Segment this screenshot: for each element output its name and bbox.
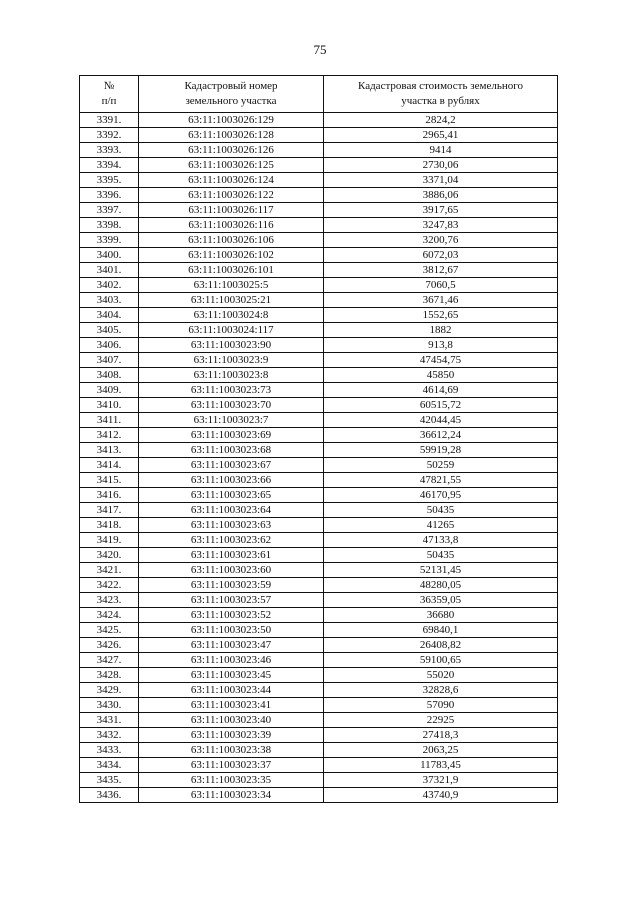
table-row bbox=[80, 383, 558, 398]
cell-row-number: 3392. bbox=[80, 128, 139, 143]
cell-row-number: 3415. bbox=[80, 473, 139, 488]
cell-cadastral-value: 2824,2 bbox=[324, 113, 558, 128]
cell-cadastral-value: 36680 bbox=[324, 608, 558, 623]
cell-row-number: 3418. bbox=[80, 518, 139, 533]
table-row bbox=[80, 563, 558, 578]
table-row bbox=[80, 548, 558, 563]
cell-row-number: 3429. bbox=[80, 683, 139, 698]
cell-cadastral-value: 3247,83 bbox=[324, 218, 558, 233]
cell-cadastral-number: 63:11:1003023:60 bbox=[139, 563, 324, 578]
table-row bbox=[80, 728, 558, 743]
cell-cadastral-value: 1552,65 bbox=[324, 308, 558, 323]
cell-cadastral-number: 63:11:1003023:8 bbox=[139, 368, 324, 383]
cell-row-number: 3401. bbox=[80, 263, 139, 278]
cell-cadastral-value: 1882 bbox=[324, 323, 558, 338]
cell-row-number: 3414. bbox=[80, 458, 139, 473]
cell-cadastral-number: 63:11:1003026:129 bbox=[139, 113, 324, 128]
cell-cadastral-number: 63:11:1003023:57 bbox=[139, 593, 324, 608]
cell-cadastral-value: 43740,9 bbox=[324, 788, 558, 803]
table-row bbox=[80, 788, 558, 803]
cell-cadastral-number: 63:11:1003023:9 bbox=[139, 353, 324, 368]
cell-cadastral-number: 63:11:1003023:68 bbox=[139, 443, 324, 458]
cell-row-number: 3413. bbox=[80, 443, 139, 458]
cell-row-number: 3430. bbox=[80, 698, 139, 713]
cell-row-number: 3432. bbox=[80, 728, 139, 743]
cell-cadastral-number: 63:11:1003025:5 bbox=[139, 278, 324, 293]
cell-cadastral-number: 63:11:1003023:40 bbox=[139, 713, 324, 728]
table-row bbox=[80, 668, 558, 683]
cell-cadastral-number: 63:11:1003023:70 bbox=[139, 398, 324, 413]
cell-cadastral-number: 63:11:1003024:117 bbox=[139, 323, 324, 338]
cell-cadastral-value: 3371,04 bbox=[324, 173, 558, 188]
cell-cadastral-value: 59919,28 bbox=[324, 443, 558, 458]
cell-cadastral-value: 48280,05 bbox=[324, 578, 558, 593]
cell-cadastral-number: 63:11:1003023:44 bbox=[139, 683, 324, 698]
table-row bbox=[80, 713, 558, 728]
header-cadastral-number-line-2: земельного участка bbox=[185, 95, 277, 107]
table-row bbox=[80, 338, 558, 353]
table-header-row bbox=[80, 76, 558, 113]
cell-row-number: 3404. bbox=[80, 308, 139, 323]
cell-cadastral-value: 9414 bbox=[324, 143, 558, 158]
cell-cadastral-value: 913,8 bbox=[324, 338, 558, 353]
cell-cadastral-number: 63:11:1003023:59 bbox=[139, 578, 324, 593]
table-row bbox=[80, 263, 558, 278]
cell-cadastral-value: 37321,9 bbox=[324, 773, 558, 788]
cell-row-number: 3431. bbox=[80, 713, 139, 728]
cell-cadastral-value: 26408,82 bbox=[324, 638, 558, 653]
cell-cadastral-value: 50435 bbox=[324, 503, 558, 518]
cell-cadastral-value: 27418,3 bbox=[324, 728, 558, 743]
cell-cadastral-value: 7060,5 bbox=[324, 278, 558, 293]
cell-cadastral-number: 63:11:1003023:7 bbox=[139, 413, 324, 428]
table-row bbox=[80, 113, 558, 128]
cell-cadastral-number: 63:11:1003023:38 bbox=[139, 743, 324, 758]
cell-cadastral-number: 63:11:1003023:46 bbox=[139, 653, 324, 668]
cell-cadastral-number: 63:11:1003023:90 bbox=[139, 338, 324, 353]
cell-cadastral-number: 63:11:1003023:41 bbox=[139, 698, 324, 713]
table-row bbox=[80, 593, 558, 608]
cell-cadastral-value: 50259 bbox=[324, 458, 558, 473]
header-row-number-line-1: № bbox=[103, 80, 115, 92]
cell-cadastral-number: 63:11:1003023:66 bbox=[139, 473, 324, 488]
cell-row-number: 3420. bbox=[80, 548, 139, 563]
table-row bbox=[80, 458, 558, 473]
cell-cadastral-number: 63:11:1003023:61 bbox=[139, 548, 324, 563]
table-row bbox=[80, 533, 558, 548]
table-row bbox=[80, 773, 558, 788]
cell-row-number: 3428. bbox=[80, 668, 139, 683]
header-cadastral-value bbox=[324, 76, 558, 113]
cell-cadastral-number: 63:11:1003025:21 bbox=[139, 293, 324, 308]
table-row bbox=[80, 248, 558, 263]
cell-cadastral-value: 3200,76 bbox=[324, 233, 558, 248]
cell-row-number: 3398. bbox=[80, 218, 139, 233]
table-row bbox=[80, 233, 558, 248]
cell-row-number: 3417. bbox=[80, 503, 139, 518]
cell-row-number: 3424. bbox=[80, 608, 139, 623]
cell-cadastral-value: 3812,67 bbox=[324, 263, 558, 278]
cell-cadastral-number: 63:11:1003026:128 bbox=[139, 128, 324, 143]
cell-row-number: 3396. bbox=[80, 188, 139, 203]
cell-cadastral-value: 47454,75 bbox=[324, 353, 558, 368]
table-row bbox=[80, 323, 558, 338]
cell-cadastral-value: 32828,6 bbox=[324, 683, 558, 698]
cell-row-number: 3419. bbox=[80, 533, 139, 548]
cell-cadastral-value: 6072,03 bbox=[324, 248, 558, 263]
cell-cadastral-value: 3671,46 bbox=[324, 293, 558, 308]
header-row-number bbox=[80, 76, 139, 113]
cell-cadastral-number: 63:11:1003023:50 bbox=[139, 623, 324, 638]
cell-cadastral-value: 2965,41 bbox=[324, 128, 558, 143]
cell-row-number: 3400. bbox=[80, 248, 139, 263]
cell-cadastral-value: 11783,45 bbox=[324, 758, 558, 773]
cell-cadastral-value: 47133,8 bbox=[324, 533, 558, 548]
table-row bbox=[80, 398, 558, 413]
table-row bbox=[80, 608, 558, 623]
cell-row-number: 3403. bbox=[80, 293, 139, 308]
cell-cadastral-value: 2063,25 bbox=[324, 743, 558, 758]
cell-cadastral-value: 50435 bbox=[324, 548, 558, 563]
cell-cadastral-value: 3917,65 bbox=[324, 203, 558, 218]
cell-row-number: 3408. bbox=[80, 368, 139, 383]
cell-row-number: 3425. bbox=[80, 623, 139, 638]
cell-row-number: 3412. bbox=[80, 428, 139, 443]
table-row bbox=[80, 188, 558, 203]
cell-cadastral-number: 63:11:1003026:101 bbox=[139, 263, 324, 278]
cell-row-number: 3394. bbox=[80, 158, 139, 173]
cell-cadastral-number: 63:11:1003023:47 bbox=[139, 638, 324, 653]
cell-cadastral-number: 63:11:1003023:67 bbox=[139, 458, 324, 473]
cell-row-number: 3407. bbox=[80, 353, 139, 368]
table-row bbox=[80, 428, 558, 443]
cell-cadastral-value: 36359,05 bbox=[324, 593, 558, 608]
table-row bbox=[80, 218, 558, 233]
table-row bbox=[80, 653, 558, 668]
cell-row-number: 3426. bbox=[80, 638, 139, 653]
table-row bbox=[80, 278, 558, 293]
cell-cadastral-value: 46170,95 bbox=[324, 488, 558, 503]
table-row bbox=[80, 638, 558, 653]
table-row bbox=[80, 578, 558, 593]
cell-cadastral-number: 63:11:1003026:117 bbox=[139, 203, 324, 218]
cell-cadastral-value: 2730,06 bbox=[324, 158, 558, 173]
page-number: 75 bbox=[313, 42, 327, 57]
cell-cadastral-value: 59100,65 bbox=[324, 653, 558, 668]
cell-cadastral-number: 63:11:1003023:35 bbox=[139, 773, 324, 788]
table-row bbox=[80, 488, 558, 503]
cell-cadastral-value: 36612,24 bbox=[324, 428, 558, 443]
cell-row-number: 3391. bbox=[80, 113, 139, 128]
cell-row-number: 3433. bbox=[80, 743, 139, 758]
cell-row-number: 3423. bbox=[80, 593, 139, 608]
cell-cadastral-number: 63:11:1003023:52 bbox=[139, 608, 324, 623]
cell-cadastral-number: 63:11:1003023:37 bbox=[139, 758, 324, 773]
table-row bbox=[80, 203, 558, 218]
cell-cadastral-number: 63:11:1003023:62 bbox=[139, 533, 324, 548]
table-row bbox=[80, 443, 558, 458]
table-row bbox=[80, 698, 558, 713]
table-body bbox=[80, 113, 558, 803]
cadastral-value-table bbox=[79, 75, 558, 803]
table-row bbox=[80, 503, 558, 518]
cell-cadastral-number: 63:11:1003023:34 bbox=[139, 788, 324, 803]
cell-cadastral-value: 52131,45 bbox=[324, 563, 558, 578]
table-row bbox=[80, 293, 558, 308]
cell-row-number: 3406. bbox=[80, 338, 139, 353]
cell-cadastral-value: 42044,45 bbox=[324, 413, 558, 428]
cell-cadastral-number: 63:11:1003026:116 bbox=[139, 218, 324, 233]
cell-row-number: 3421. bbox=[80, 563, 139, 578]
header-cadastral-value-line-2: участка в рублях bbox=[401, 95, 480, 107]
cell-cadastral-value: 22925 bbox=[324, 713, 558, 728]
cell-row-number: 3435. bbox=[80, 773, 139, 788]
cell-cadastral-number: 63:11:1003023:63 bbox=[139, 518, 324, 533]
cell-row-number: 3405. bbox=[80, 323, 139, 338]
table-row bbox=[80, 128, 558, 143]
cell-cadastral-value: 4614,69 bbox=[324, 383, 558, 398]
cell-cadastral-number: 63:11:1003023:69 bbox=[139, 428, 324, 443]
cell-cadastral-number: 63:11:1003026:106 bbox=[139, 233, 324, 248]
cell-cadastral-value: 60515,72 bbox=[324, 398, 558, 413]
cell-row-number: 3395. bbox=[80, 173, 139, 188]
cell-cadastral-value: 69840,1 bbox=[324, 623, 558, 638]
table-row bbox=[80, 683, 558, 698]
cell-cadastral-number: 63:11:1003026:102 bbox=[139, 248, 324, 263]
cell-cadastral-value: 55020 bbox=[324, 668, 558, 683]
cell-row-number: 3402. bbox=[80, 278, 139, 293]
header-row-number-line-2: п/п bbox=[101, 95, 117, 107]
cell-row-number: 3399. bbox=[80, 233, 139, 248]
cell-cadastral-number: 63:11:1003026:122 bbox=[139, 188, 324, 203]
table-row bbox=[80, 623, 558, 638]
cell-row-number: 3434. bbox=[80, 758, 139, 773]
cell-cadastral-value: 41265 bbox=[324, 518, 558, 533]
table-row bbox=[80, 743, 558, 758]
cell-row-number: 3416. bbox=[80, 488, 139, 503]
cell-cadastral-number: 63:11:1003023:73 bbox=[139, 383, 324, 398]
cell-row-number: 3410. bbox=[80, 398, 139, 413]
table-row bbox=[80, 143, 558, 158]
cell-cadastral-value: 57090 bbox=[324, 698, 558, 713]
cell-row-number: 3393. bbox=[80, 143, 139, 158]
cell-row-number: 3409. bbox=[80, 383, 139, 398]
cell-row-number: 3411. bbox=[80, 413, 139, 428]
table-row bbox=[80, 308, 558, 323]
cell-cadastral-value: 45850 bbox=[324, 368, 558, 383]
table-row bbox=[80, 473, 558, 488]
header-cadastral-value-line-1: Кадастровая стоимость земельного bbox=[358, 80, 523, 92]
cell-cadastral-number: 63:11:1003026:125 bbox=[139, 158, 324, 173]
cell-row-number: 3427. bbox=[80, 653, 139, 668]
table-row bbox=[80, 758, 558, 773]
cell-cadastral-number: 63:11:1003023:65 bbox=[139, 488, 324, 503]
table-row bbox=[80, 368, 558, 383]
header-cadastral-number bbox=[139, 76, 324, 113]
header-cadastral-number-line-1: Кадастровый номер bbox=[184, 80, 278, 92]
cell-cadastral-number: 63:11:1003023:64 bbox=[139, 503, 324, 518]
table-row bbox=[80, 518, 558, 533]
table-row bbox=[80, 158, 558, 173]
cell-cadastral-number: 63:11:1003026:124 bbox=[139, 173, 324, 188]
cell-row-number: 3422. bbox=[80, 578, 139, 593]
table-row bbox=[80, 173, 558, 188]
cell-cadastral-number: 63:11:1003024:8 bbox=[139, 308, 324, 323]
table-row bbox=[80, 413, 558, 428]
cell-row-number: 3397. bbox=[80, 203, 139, 218]
cell-cadastral-value: 47821,55 bbox=[324, 473, 558, 488]
cell-cadastral-number: 63:11:1003026:126 bbox=[139, 143, 324, 158]
cell-row-number: 3436. bbox=[80, 788, 139, 803]
cell-cadastral-number: 63:11:1003023:39 bbox=[139, 728, 324, 743]
cell-cadastral-value: 3886,06 bbox=[324, 188, 558, 203]
table-row bbox=[80, 353, 558, 368]
cell-cadastral-number: 63:11:1003023:45 bbox=[139, 668, 324, 683]
